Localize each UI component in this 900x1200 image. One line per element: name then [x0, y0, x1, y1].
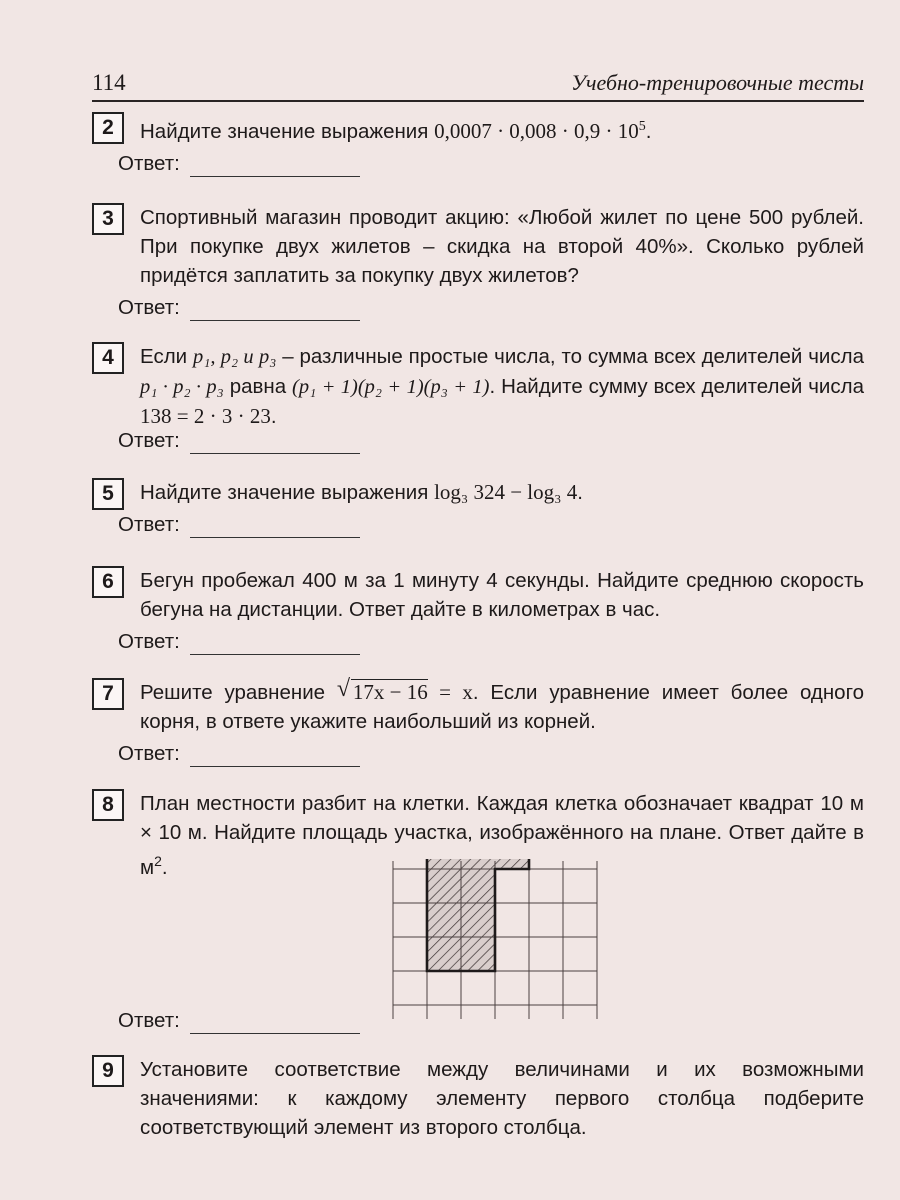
shaded-cell — [461, 859, 495, 869]
problem-text: Решите уравнение √ 17x − 16 = x. Если уравнение имеет более одного корня, в ответе укажите наибольший из корней. — [140, 676, 865, 733]
problem-number: 7 — [92, 678, 124, 710]
problem-text: Найдите значение выражения log₃ 324 − log₃ 4. — [140, 480, 583, 504]
problem-text: План местности разбит на клетки. Каждая клетка обозначает квадрат 10 м × 10 м. Найдите площадь участка, изображённого на плане. Ответ дайте в $м^2$. — [140, 792, 864, 879]
problem-2 — [92, 112, 864, 180]
page-header — [92, 64, 864, 102]
problem-number: 4 — [92, 342, 124, 374]
shaded-cell — [427, 937, 461, 971]
shaded-area — [427, 859, 529, 971]
problem-9 — [92, 1055, 864, 1142]
shaded-cell — [427, 869, 461, 903]
problem-8 — [92, 789, 864, 1039]
answer-label: Ответ: — [118, 630, 180, 653]
math-product: p₁ · p₂ · p₃ — [140, 376, 224, 398]
shaded-cell — [461, 869, 495, 903]
problem-number: 6 — [92, 566, 124, 598]
answer-line[interactable] — [190, 654, 360, 655]
problem-5 — [92, 478, 864, 541]
shaded-cell — [461, 937, 495, 971]
answer-field[interactable] — [118, 511, 864, 541]
math-sum-expression: (p₁ + 1)(p₂ + 1)(p₃ + 1) — [292, 376, 490, 398]
problem-4 — [92, 342, 864, 457]
square-root: √ 17x − 16 — [336, 676, 428, 704]
shaded-cell — [495, 859, 529, 869]
problem-text: Установите соответствие между величинами и их возможными значениями: к каждому элементу первого столбца подберите соответствующий элемент из второго столбца. — [140, 1058, 864, 1139]
answer-label: Ответ: — [118, 296, 180, 319]
land-plan-grid — [391, 859, 623, 1024]
problem-6 — [92, 566, 864, 658]
problem-text: Найдите значение выражения $0,0007 \cdot 0,008 \cdot 0,9 \cdot 10^5$. — [140, 118, 652, 143]
answer-label: Ответ: — [118, 151, 180, 175]
math-expression: 0,0007 · 0,008 · 0,9 · 10 — [434, 118, 639, 143]
answer-line[interactable] — [190, 176, 360, 177]
page-number: 114 — [92, 70, 126, 95]
answer-label: Ответ: — [118, 742, 180, 765]
answer-field[interactable] — [118, 294, 864, 324]
problem-number: 3 — [92, 203, 124, 235]
math-number: 138 = 2 · 3 · 23 — [140, 404, 271, 428]
answer-line[interactable] — [190, 320, 360, 321]
problem-text: Если p₁, p₂ и p₃ – различные простые числа, то сумма всех делителей числа p₁ · p₂ · p₃ равна (p₁ + 1)(p₂ + 1)(p₃ + 1). Найдите сумму всех делителей числа 138 = 2 · 3 · 23. — [140, 345, 864, 428]
answer-field[interactable] — [118, 150, 864, 180]
problem-number: 5 — [92, 478, 124, 510]
answer-field[interactable] — [118, 427, 864, 457]
answer-label: Ответ: — [118, 513, 180, 536]
answer-label: Ответ: — [118, 1009, 180, 1032]
problem-number: 2 — [92, 112, 124, 144]
answer-line[interactable] — [190, 453, 360, 454]
running-title: Учебно-тренировочные тесты — [571, 70, 864, 95]
problem-number: 9 — [92, 1055, 124, 1087]
math-expression: log₃ 324 − log₃ 4 — [434, 480, 578, 504]
problem-text: Спортивный магазин проводит акцию: «Любой жилет по цене 500 рублей. При покупке двух жилетов – скидка на второй 40%». Сколько рублей придётся заплатить за покупку двух жилетов? — [140, 206, 864, 287]
problem-text: Бегун пробежал 400 м за 1 минуту 4 секунды. Найдите среднюю скорость бегуна на дистанции. Ответ дайте в километрах в час. — [140, 569, 864, 621]
answer-line[interactable] — [190, 766, 360, 767]
answer-line[interactable] — [190, 537, 360, 538]
answer-line[interactable] — [190, 1033, 360, 1034]
shaded-cell — [427, 859, 461, 869]
answer-field[interactable] — [118, 740, 864, 770]
shaded-cell — [427, 903, 461, 937]
math-vars: p₁, p₂ и p₃ — [192, 346, 277, 368]
problem-number: 8 — [92, 789, 124, 821]
answer-label: Ответ: — [118, 429, 180, 452]
plan-figure — [391, 859, 623, 1019]
shaded-cell — [461, 903, 495, 937]
problem-3 — [92, 203, 864, 324]
problem-7 — [92, 678, 864, 770]
answer-field[interactable] — [118, 628, 864, 658]
